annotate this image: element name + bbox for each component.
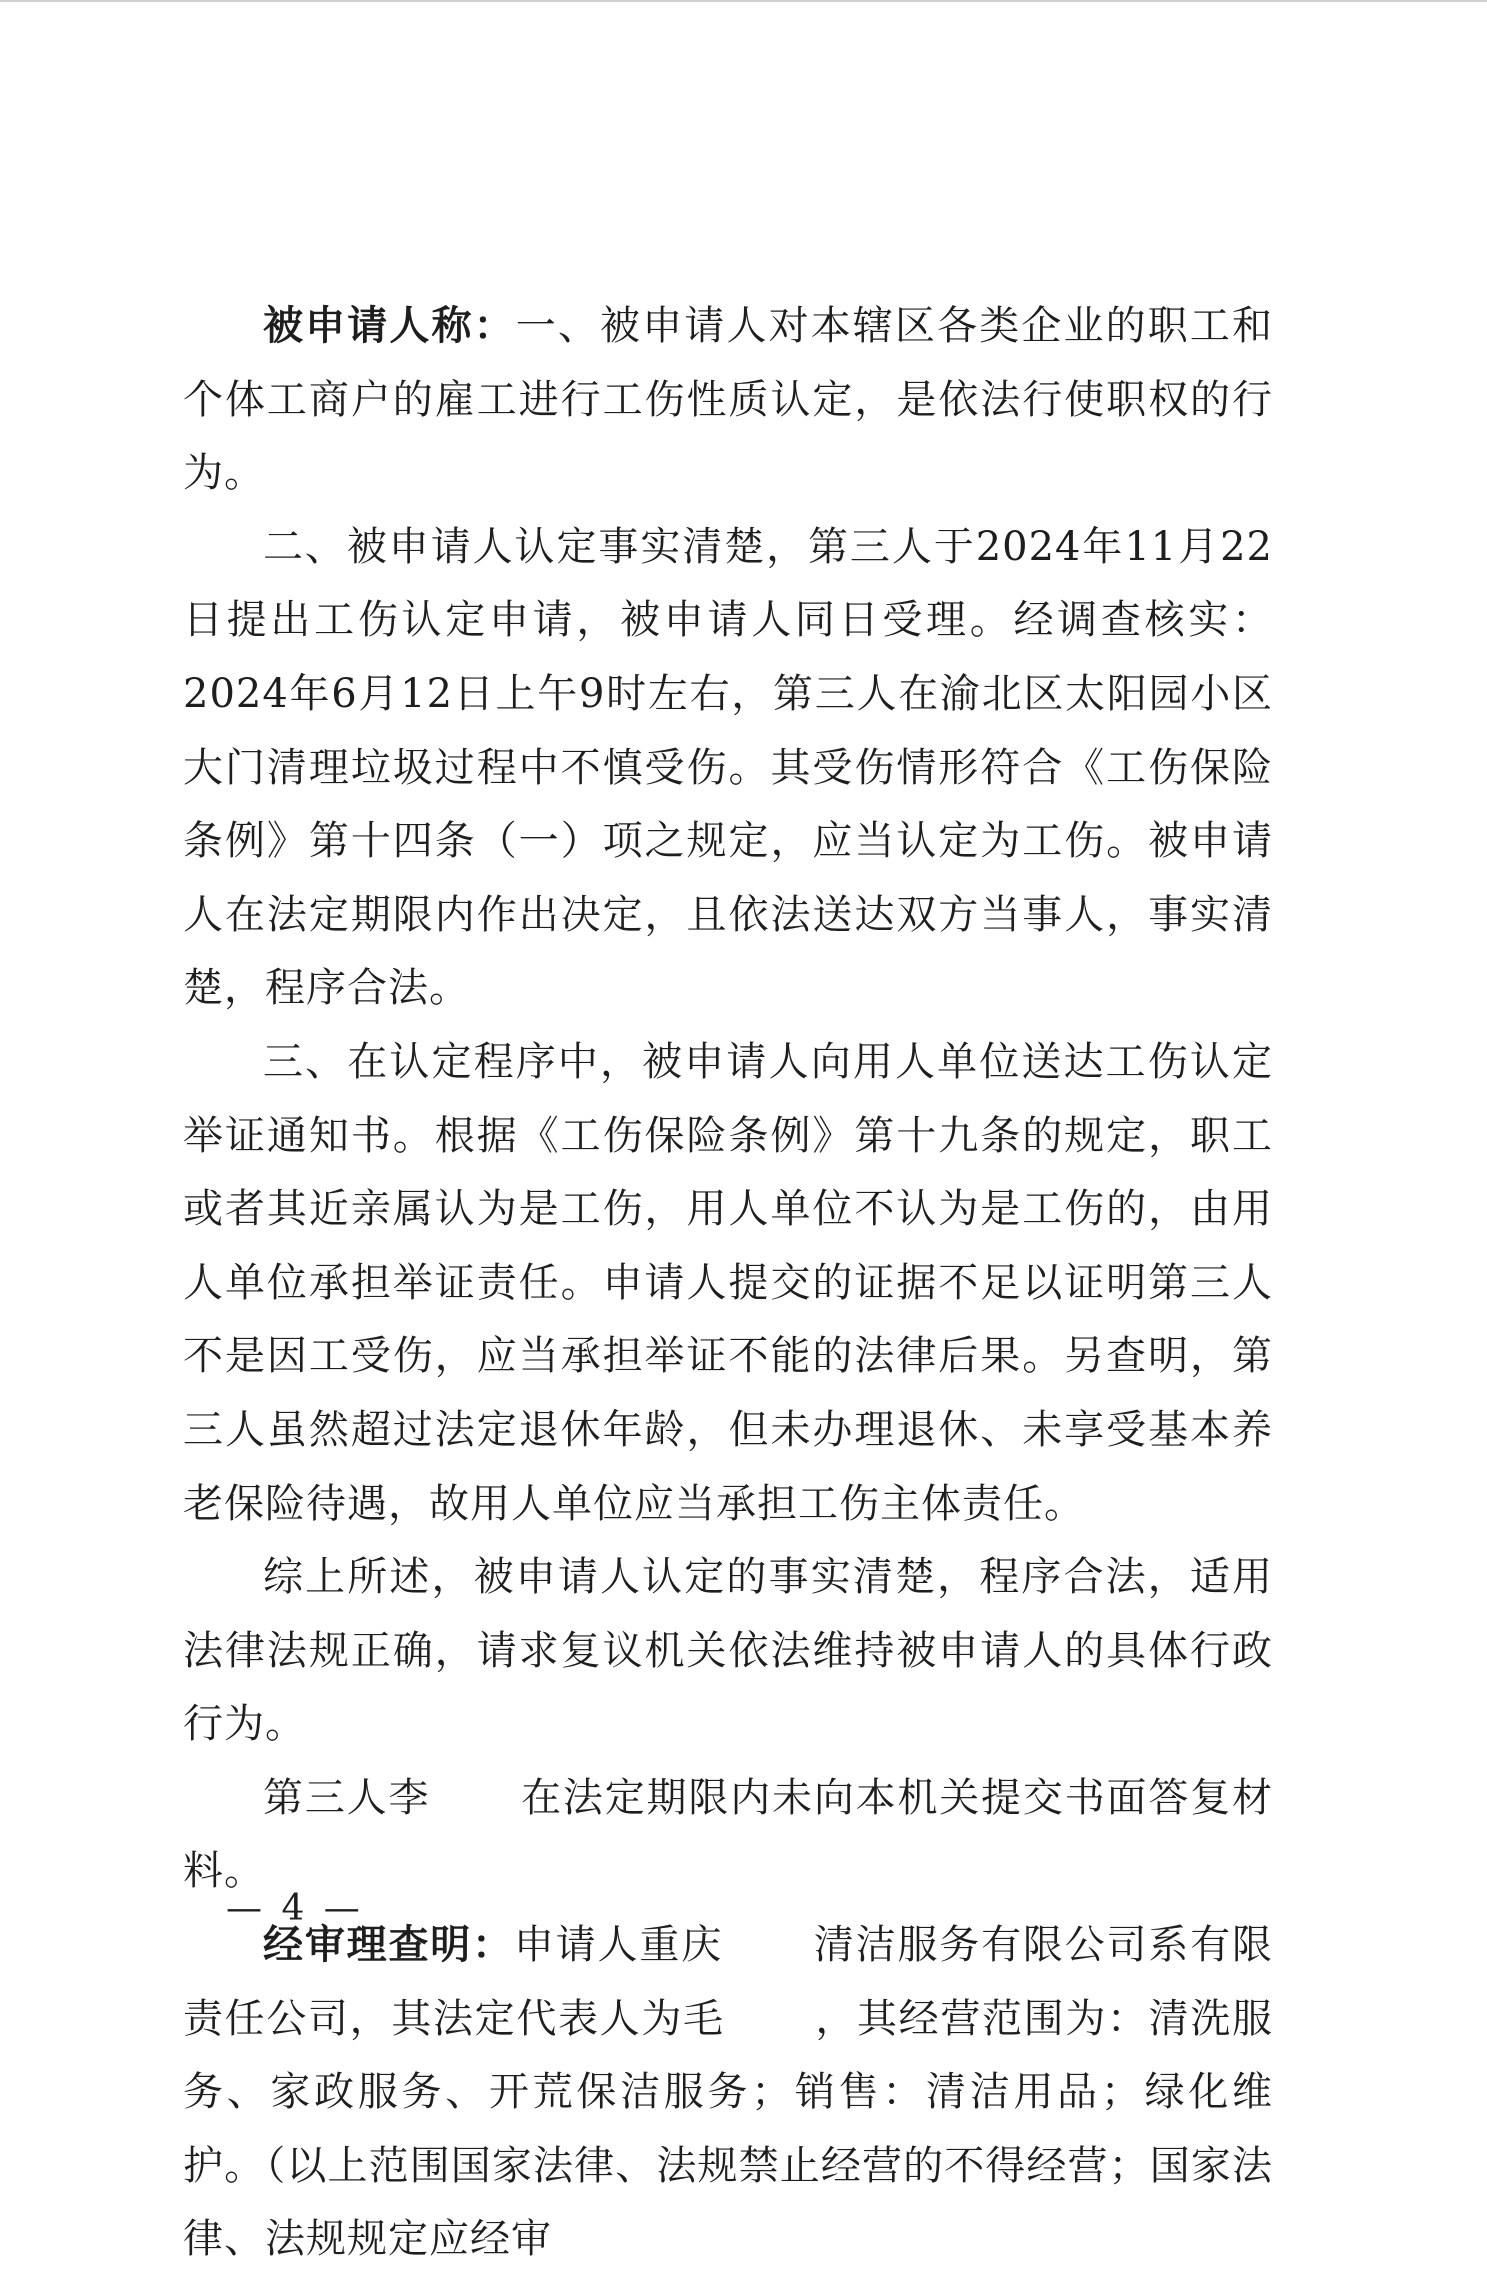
findings-heading: 经审理查明： [263, 1922, 514, 1969]
respondent-statement-text: 一、被申请人对本辖区各类企业的职工和个体工商户的雇工进行工伤性质认定，是依法行使职权的行为。 [183, 303, 1274, 497]
findings-text-b: 清洁服务有限公司系有限责任公司，其法定代表人为毛 [183, 1922, 1274, 2042]
findings-text-c: ，其经营范围为：清洗服务、家政服务、开荒保洁服务；销售：清洁用品；绿化维护。（以上范围国家法律、法规禁止经营的不得经营；国家法律、法规规定应经审 [183, 1995, 1274, 2263]
paragraph-facts-clear: 二、被申请人认定事实清楚，第三人于2024年11月22日提出工伤认定申请，被申请人同日受理。经调查核实：2024年6月12日上午9时左右，第三人在渝北区太阳园小区大门清理垃圾过程中不慎受伤。其受伤情形符合《工伤保险条例》第十四条（一）项之规定，应当认定为工伤。被申请人在法定期限内作出决定，且依法送达双方当事人，事实清楚，程序合法。 [183, 523, 1273, 1012]
paragraph-burden-of-proof: 三、在认定程序中，被申请人向用人单位送达工伤认定举证通知书。根据《工伤保险条例》第十九条的规定，职工或者其近亲属认为是工伤，用人单位不认为是工伤的，由用人单位承担举证责任。申请人提交的证据不足以证明第三人不是因工受伤，应当承担举证不能的法律后果。另查明，第三人虽然超过法定退休年龄，但未办理退休、未享受基本养老保险待遇，故用人单位应当承担工伤主体责任。 [183, 1038, 1273, 1527]
top-edge-rule [0, 0, 1487, 2]
document-body [183, 290, 1273, 2277]
paragraph-summary: 综上所述，被申请人认定的事实清楚，程序合法，适用法律法规正确，请求复议机关依法维持被申请人的具体行政行为。 [183, 1554, 1273, 1748]
findings-text-a: 申请人重庆 [513, 1922, 724, 1969]
paragraph-third-party [183, 1762, 1273, 1909]
page-number: — 4 — [226, 1888, 364, 1929]
respondent-statement-heading: 被申请人称： [263, 303, 516, 349]
third-party-text-a: 第三人李 [263, 1774, 431, 1821]
paragraph-findings [183, 1909, 1273, 2277]
third-party-text-b: 在法定期限内未向本机关提交书面答复材料。 [183, 1774, 1274, 1895]
paragraph-respondent-statement [183, 290, 1273, 511]
